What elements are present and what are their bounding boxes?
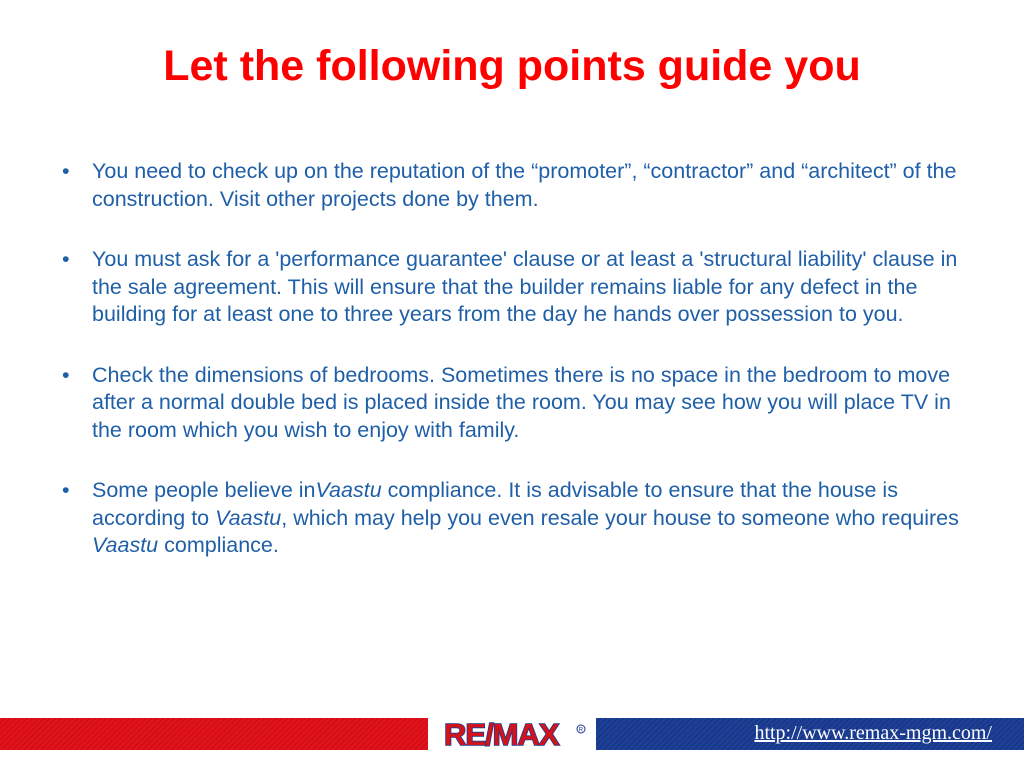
website-link[interactable]: http://www.remax-mgm.com/: [754, 722, 992, 744]
bullet-list: [62, 158, 967, 593]
bullet-glyph: •: [62, 478, 70, 502]
footer-red-stripe: [0, 718, 428, 750]
bullet-text-part: , which may help you even resale your house to someone who requires: [281, 505, 959, 530]
bullet-text-part: Some people believe in: [92, 478, 316, 502]
bullet-glyph: •: [62, 362, 70, 387]
bullet-text: You must ask for a 'performance guarantee' clause or at least a 'structural liability' clause in the sale agreement. This will ensure that the builder remains liable for any defect in the building for at least one to three years from the day he hands over possession to you.: [92, 247, 958, 326]
bullet-item: [62, 158, 967, 213]
remax-logo-graphic: [428, 714, 596, 754]
remax-logo-text: RE/MAX: [444, 717, 559, 752]
vaastu-term: Vaastu: [315, 478, 382, 502]
bullet-item: [62, 246, 967, 329]
bullet-item: [62, 362, 967, 445]
footer-band: [0, 718, 1024, 750]
bullet-glyph: •: [62, 247, 70, 271]
footer-blue-stripe: [596, 718, 1024, 750]
bullet-glyph: •: [62, 159, 70, 183]
registered-mark-glyph: R: [578, 727, 584, 734]
slide-title: Let the following points guide you: [163, 42, 861, 90]
bullet-text: You need to check up on the reputation of the “promoter”, “contractor” and “architect” of the construction. Visit other projects done by them.: [92, 159, 957, 211]
bullet-text: Check the dimensions of bedrooms. Sometimes there is no space in the bedroom to move after a normal double bed is placed inside the room. You may see how you will place TV in the room which you wish to enjoy with family.: [92, 362, 951, 442]
bullet-text-part: compliance.: [158, 533, 279, 557]
bullet-text: [92, 478, 959, 557]
bullet-text-part: compliance. It is advisable to ensure that the house is according to: [92, 478, 898, 530]
remax-logo: [428, 714, 596, 754]
vaastu-term: Vaastu: [215, 505, 282, 530]
bullet-item: [62, 477, 967, 560]
vaastu-term: Vaastu: [92, 533, 159, 557]
